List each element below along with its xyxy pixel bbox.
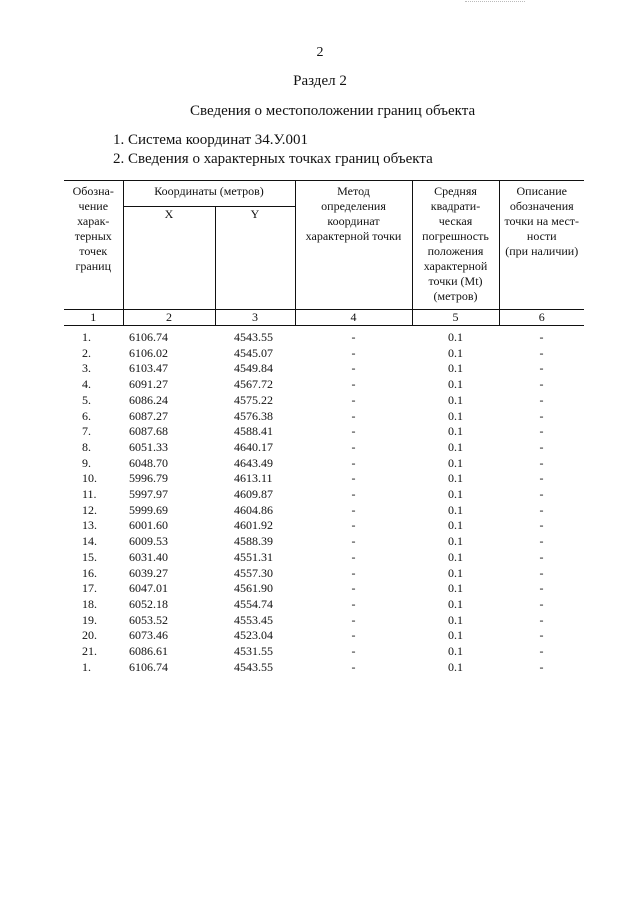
table-row [64,534,584,550]
header-x: X [123,207,215,310]
error-value: 0.1 [448,502,463,517]
description-value: - [539,549,544,564]
list-item-points-info: 2. Сведения о характерных точках границ объекта [113,151,433,167]
coord-y: 4551.31 [234,549,273,564]
table-row [64,503,584,519]
error-value: 0.1 [448,424,463,439]
coord-x: 6039.27 [129,565,168,580]
table-row [64,628,584,644]
point-number: 7. [82,424,91,439]
table-body [64,326,584,676]
method-value: - [351,471,356,486]
coord-y: 4549.84 [234,361,273,376]
method-value: - [351,612,356,627]
coord-x: 6053.52 [129,612,168,627]
description-value: - [539,408,544,423]
method-value: - [351,377,356,392]
coord-x: 6086.61 [129,644,168,659]
point-number: 21. [82,644,97,659]
error-value: 0.1 [448,361,463,376]
method-value: - [351,596,356,611]
description-value: - [539,345,544,360]
coord-y: 4613.11 [234,471,273,486]
scan-artifact [465,1,525,4]
coord-y: 4640.17 [234,439,273,454]
coord-y: 4543.55 [234,330,273,344]
coord-x: 6103.47 [129,361,168,376]
coord-x: 6091.27 [129,377,168,392]
method-value: - [351,330,356,344]
method-value: - [351,534,356,549]
coord-y: 4543.55 [234,659,273,674]
table-row [64,393,584,409]
error-value: 0.1 [448,628,463,643]
table-row [64,456,584,472]
point-number: 6. [82,408,91,423]
column-numbers-row [64,310,584,326]
header-description: Описание обозначения точки на мест- ности (при наличии) [499,181,584,310]
table-row [64,487,584,503]
description-value: - [539,534,544,549]
column-number: 1 [64,310,123,326]
table-row [64,644,584,660]
coord-y: 4553.45 [234,612,273,627]
error-value: 0.1 [448,596,463,611]
coord-x: 6106.74 [129,659,168,674]
table-row [64,566,584,582]
description-value: - [539,659,544,674]
coord-x: 6106.02 [129,345,168,360]
error-value: 0.1 [448,612,463,627]
coord-x: 6052.18 [129,596,168,611]
description-value: - [539,424,544,439]
point-number: 11. [82,487,97,502]
coord-x: 6051.33 [129,439,168,454]
coord-y: 4601.92 [234,518,273,533]
description-value: - [539,565,544,580]
point-number: 1. [82,659,91,674]
description-value: - [539,596,544,611]
point-number: 8. [82,439,91,454]
coord-y: 4643.49 [234,455,273,470]
description-value: - [539,612,544,627]
description-value: - [539,644,544,659]
error-value: 0.1 [448,455,463,470]
point-number: 13. [82,518,97,533]
table-row [64,346,584,362]
coord-x: 6047.01 [129,581,168,596]
coord-y: 4531.55 [234,644,273,659]
description-value: - [539,628,544,643]
coord-y: 4561.90 [234,581,273,596]
header-error: Средняя квадрати- ческая погрешность положения характерной точки (Mt) (метров) [412,181,499,310]
coord-x: 6001.60 [129,518,168,533]
table-row [64,613,584,629]
error-value: 0.1 [448,408,463,423]
method-value: - [351,408,356,423]
section-title: Раздел 2 [293,73,347,89]
error-value: 0.1 [448,644,463,659]
error-value: 0.1 [448,439,463,454]
description-value: - [539,502,544,517]
point-number: 20. [82,628,97,643]
point-number: 10. [82,471,97,486]
coord-x: 6073.46 [129,628,168,643]
table-row [64,377,584,393]
coord-x: 6106.74 [129,330,168,344]
description-value: - [539,377,544,392]
table-row [64,326,584,346]
point-number: 1. [82,330,91,344]
coord-y: 4554.74 [234,596,273,611]
info-list [113,131,433,169]
error-value: 0.1 [448,565,463,580]
column-number: 6 [499,310,584,326]
error-value: 0.1 [448,659,463,674]
header-y: Y [215,207,295,310]
point-number: 16. [82,565,97,580]
description-value: - [539,392,544,407]
point-number: 5. [82,392,91,407]
error-value: 0.1 [448,581,463,596]
point-number: 17. [82,581,97,596]
description-value: - [539,471,544,486]
description-value: - [539,518,544,533]
boundary-points-table [64,180,584,675]
point-number: 19. [82,612,97,627]
description-value: - [539,361,544,376]
coord-x: 6087.68 [129,424,168,439]
point-number: 15. [82,549,97,564]
error-value: 0.1 [448,534,463,549]
method-value: - [351,659,356,674]
description-value: - [539,487,544,502]
table-row [64,660,584,676]
method-value: - [351,565,356,580]
error-value: 0.1 [448,471,463,486]
coord-y: 4609.87 [234,487,273,502]
coord-x: 6031.40 [129,549,168,564]
header-coordinates: Координаты (метров) [123,181,295,207]
column-number: 3 [215,310,295,326]
method-value: - [351,439,356,454]
coord-y: 4588.39 [234,534,273,549]
column-number: 4 [295,310,412,326]
coord-y: 4557.30 [234,565,273,580]
method-value: - [351,424,356,439]
coord-y: 4567.72 [234,377,273,392]
error-value: 0.1 [448,377,463,392]
method-value: - [351,644,356,659]
point-number: 14. [82,534,97,549]
description-value: - [539,330,544,344]
point-number: 9. [82,455,91,470]
method-value: - [351,502,356,517]
error-value: 0.1 [448,330,463,344]
coord-x: 5997.97 [129,487,168,502]
list-item-coordinate-system: 1. Система координат 34.У.001 [113,132,308,148]
error-value: 0.1 [448,392,463,407]
method-value: - [351,628,356,643]
coord-x: 6009.53 [129,534,168,549]
method-value: - [351,549,356,564]
point-number: 2. [82,345,91,360]
coord-x: 5999.69 [129,502,168,517]
coord-y: 4576.38 [234,408,273,423]
table-row [64,550,584,566]
description-value: - [539,455,544,470]
coord-y: 4604.86 [234,502,273,517]
coord-x: 6086.24 [129,392,168,407]
column-number: 2 [123,310,215,326]
column-number: 5 [412,310,499,326]
table-row [64,597,584,613]
description-value: - [539,439,544,454]
point-number: 18. [82,596,97,611]
coord-y: 4588.41 [234,424,273,439]
table-row [64,471,584,487]
method-value: - [351,345,356,360]
method-value: - [351,487,356,502]
method-value: - [351,455,356,470]
document-title: Сведения о местоположении границ объекта [190,103,476,119]
table-row [64,361,584,377]
error-value: 0.1 [448,518,463,533]
method-value: - [351,581,356,596]
method-value: - [351,392,356,407]
point-number: 12. [82,502,97,517]
point-number: 3. [82,361,91,376]
method-value: - [351,518,356,533]
error-value: 0.1 [448,345,463,360]
coord-y: 4575.22 [234,392,273,407]
coord-y: 4523.04 [234,628,273,643]
error-value: 0.1 [448,487,463,502]
coord-x: 5996.79 [129,471,168,486]
table-row [64,409,584,425]
point-number: 4. [82,377,91,392]
coord-x: 6087.27 [129,408,168,423]
description-value: - [539,581,544,596]
table-row [64,581,584,597]
table-row [64,518,584,534]
page-number: 2 [316,45,324,60]
coord-y: 4545.07 [234,345,273,360]
header-method: Метод определения координат характерной точки [295,181,412,310]
coord-x: 6048.70 [129,455,168,470]
method-value: - [351,361,356,376]
table-row [64,424,584,440]
table-row [64,440,584,456]
error-value: 0.1 [448,549,463,564]
header-point-designation: Обозна- чение харак- терных точек границ [64,181,123,310]
